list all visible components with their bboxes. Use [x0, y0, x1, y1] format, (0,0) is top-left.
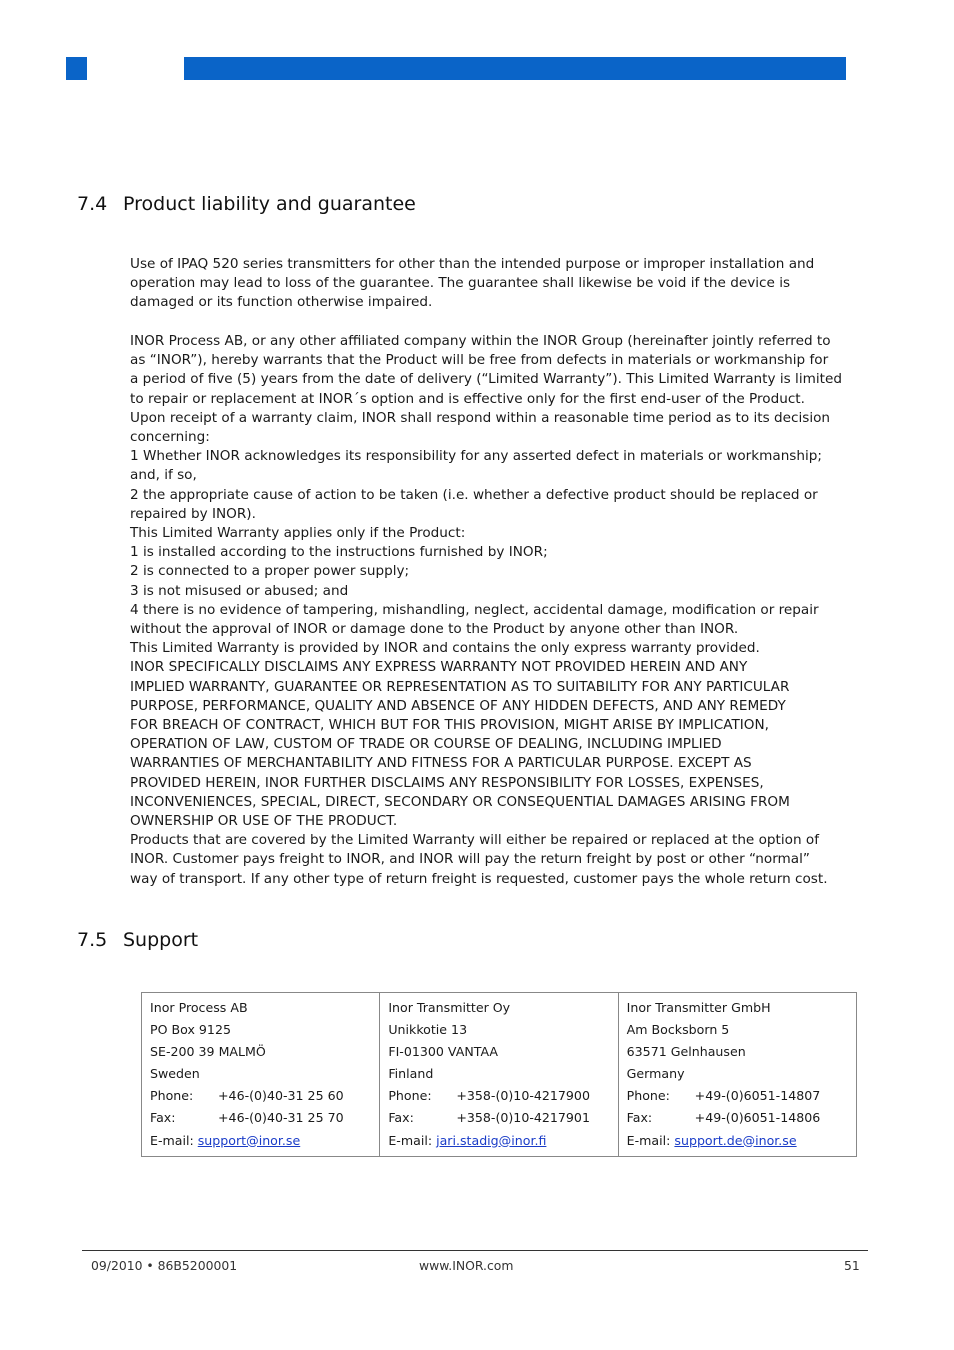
section-heading-7-5	[77, 929, 198, 951]
text-line: INOR Process AB, or any other affiliated company within the INOR Group (hereinafter jointly referred to	[130, 333, 831, 349]
header-bar-right	[184, 57, 846, 80]
header-bar-left	[66, 57, 87, 80]
address-line: 63571 Gelnhausen	[626, 1044, 746, 1060]
address-line: Am Bocksborn 5	[626, 1022, 730, 1038]
address-line: FI-01300 VANTAA	[388, 1044, 499, 1060]
text-line: operation may lead to loss of the guarantee. The guarantee shall likewise be void if the device is	[130, 275, 791, 292]
text-line: INOR SPECIFICALLY DISCLAIMS ANY EXPRESS WARRANTY NOT PROVIDED HEREIN AND ANY	[130, 659, 748, 676]
country: Germany	[626, 1066, 685, 1082]
email-row	[150, 1130, 371, 1152]
phone-number: +46-(0)40-31 25 60	[218, 1088, 344, 1104]
text-line: OWNERSHIP OR USE OF THE PRODUCT.	[130, 813, 398, 830]
email-label: E-mail:	[626, 1132, 671, 1148]
phone-label: Phone:	[388, 1088, 432, 1104]
phone-label: Phone:	[150, 1088, 194, 1104]
footer-website[interactable]: www.INOR.com	[419, 1258, 514, 1273]
address-line: PO Box 9125	[150, 1022, 231, 1038]
email-link[interactable]: support@inor.se	[197, 1132, 301, 1148]
company-name: Inor Transmitter GmbH	[626, 1000, 771, 1015]
text-line: IMPLIED WARRANTY, GUARANTEE OR REPRESENTATION AS TO SUITABILITY FOR ANY PARTICULAR	[130, 678, 790, 695]
text-line: 1 Whether INOR acknowledges its responsibility for any asserted defect in materials or workmanship;	[130, 448, 822, 465]
phone-row	[388, 1085, 609, 1107]
footer-page-number: 51	[844, 1258, 860, 1273]
section-heading-7-4	[77, 193, 416, 215]
contact-cell-finland	[380, 993, 618, 1157]
text-line: PROVIDED HEREIN, INOR FURTHER DISCLAIMS ANY RESPONSIBILITY FOR LOSSES, EXPENSES,	[130, 774, 764, 791]
text-line: a period of five (5) years from the date of delivery (“Limited Warranty”). This Limited Warranty is limited	[130, 371, 842, 388]
company-name: Inor Process AB	[150, 1000, 248, 1015]
address-line: Unikkotie 13	[388, 1022, 468, 1038]
text-line: OPERATION OF LAW, CUSTOM OF TRADE OR COURSE OF DEALING, INCLUDING IMPLIED	[130, 736, 722, 753]
text-line: to repair or replacement at INOR´s option and is effective only for the first end-user of the Product.	[130, 390, 805, 407]
email-label: E-mail:	[388, 1132, 433, 1148]
fax-row	[388, 1107, 609, 1129]
warranty-intro-paragraph	[130, 255, 870, 313]
text-line: This Limited Warranty is provided by INOR and contains the only express warranty provided.	[130, 640, 760, 657]
text-line: This Limited Warranty applies only if the Product:	[130, 525, 466, 542]
text-line: INCONVENIENCES, SPECIAL, DIRECT, SECONDARY OR CONSEQUENTIAL DAMAGES ARISING FROM	[130, 793, 790, 810]
text-line: 2 the appropriate cause of action to be taken (i.e. whether a defective product should be replaced or	[130, 486, 818, 503]
section-number: 7.4	[77, 193, 108, 215]
text-line: Use of IPAQ 520 series transmitters for other than the intended purpose or improper installation and	[130, 256, 815, 272]
text-line: 3 is not misused or abused; and	[130, 582, 349, 599]
fax-row	[627, 1107, 848, 1129]
text-line: way of transport. If any other type of return freight is requested, customer pays the whole return cost.	[130, 870, 828, 887]
warranty-terms-paragraph	[130, 332, 870, 889]
support-contacts-table	[141, 992, 857, 1157]
text-line: damaged or its function otherwise impaired.	[130, 294, 433, 311]
text-line: 2 is connected to a proper power supply;	[130, 563, 410, 580]
fax-number: +49-(0)6051-14806	[694, 1110, 821, 1126]
email-label: E-mail:	[150, 1132, 194, 1148]
address-line: SE-200 39 MALMÖ	[150, 1044, 266, 1060]
phone-row	[150, 1085, 371, 1107]
fax-number: +46-(0)40-31 25 70	[218, 1110, 344, 1126]
phone-row	[627, 1085, 848, 1107]
text-line: as “INOR”), hereby warrants that the Product will be free from defects in materials or workmanship for	[130, 352, 829, 369]
email-row	[627, 1130, 848, 1152]
text-line: repaired by INOR).	[130, 505, 256, 522]
text-line: 1 is installed according to the instructions furnished by INOR;	[130, 544, 548, 561]
section-title: Product liability and guarantee	[123, 193, 416, 215]
text-line: INOR. Customer pays freight to INOR, and INOR will pay the return freight by post or other “normal”	[130, 851, 810, 868]
email-link[interactable]: jari.stadig@inor.fi	[436, 1132, 547, 1148]
country: Sweden	[150, 1066, 200, 1082]
contact-cell-germany	[618, 993, 856, 1157]
text-line: WARRANTIES OF MERCHANTABILITY AND FITNESS FOR A PARTICULAR PURPOSE. EXCEPT AS	[130, 755, 752, 772]
text-line: FOR BREACH OF CONTRACT, WHICH BUT FOR THIS PROVISION, MIGHT ARISE BY IMPLICATION,	[130, 717, 769, 734]
fax-label: Fax:	[388, 1110, 414, 1126]
email-row	[388, 1130, 609, 1152]
company-name: Inor Transmitter Oy	[388, 1000, 511, 1015]
fax-number: +358-(0)10-4217901	[456, 1110, 590, 1126]
phone-number: +49-(0)6051-14807	[694, 1088, 821, 1104]
footer-divider	[82, 1250, 868, 1251]
text-line: concerning:	[130, 429, 210, 446]
text-line: Products that are covered by the Limited Warranty will either be repaired or replaced at the option of	[130, 832, 820, 849]
section-number: 7.5	[77, 929, 108, 951]
text-line: and, if so,	[130, 467, 197, 484]
fax-label: Fax:	[626, 1110, 653, 1126]
footer-doc-ref: 09/2010 • 86B5200001	[91, 1258, 238, 1273]
contact-cell-sweden	[142, 993, 380, 1157]
section-title: Support	[123, 929, 199, 951]
phone-label: Phone:	[626, 1088, 670, 1104]
text-line: 4 there is no evidence of tampering, mishandling, neglect, accidental damage, modification or repair	[130, 601, 819, 618]
text-line: PURPOSE, PERFORMANCE, QUALITY AND ABSENCE OF ANY HIDDEN DEFECTS, AND ANY REMEDY	[130, 697, 786, 714]
text-line: Upon receipt of a warranty claim, INOR shall respond within a reasonable time period as to its decision	[130, 409, 831, 426]
fax-label: Fax:	[150, 1110, 176, 1126]
country: Finland	[388, 1066, 434, 1082]
text-line: without the approval of INOR or damage done to the Product by anyone other than INOR.	[130, 621, 739, 638]
phone-number: +358-(0)10-4217900	[456, 1088, 590, 1104]
fax-row	[150, 1107, 371, 1129]
email-link[interactable]: support.de@inor.se	[674, 1132, 797, 1148]
